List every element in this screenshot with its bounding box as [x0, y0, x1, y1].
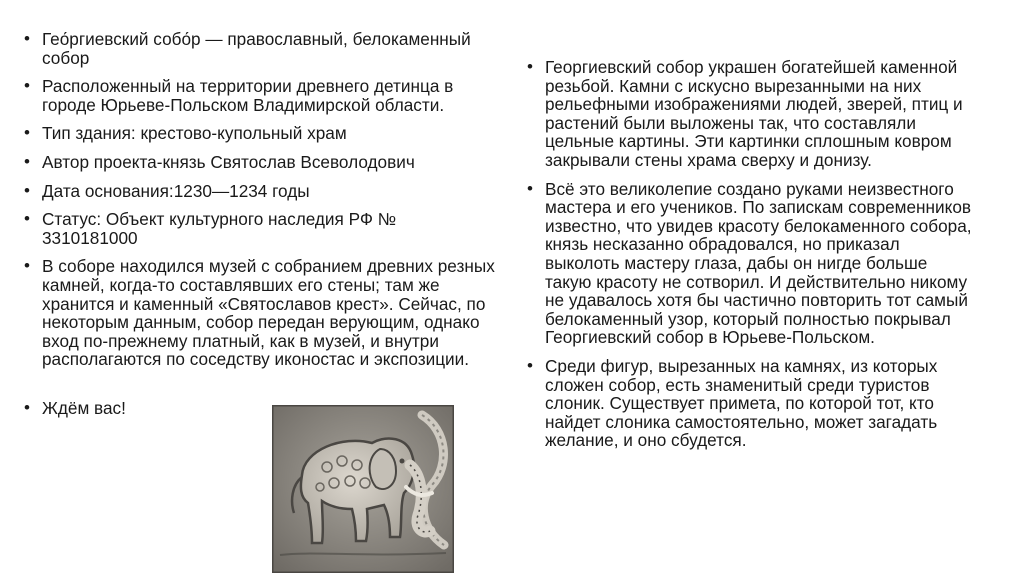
list-item: • Расположенный на территории древнего детинца в городе Юрьеве-Польском Владимирской области. [24, 77, 496, 114]
list-item: • Георгиевский собор украшен богатейшей каменной резьбой. Камни с искусно вырезанными на них рельефными изображениями людей, зверей, птиц и растений были выложены так, что составляли цельные картины. Эти картинки сплошным ковром закрывали стены храма сверху и донизу. [527, 58, 977, 170]
left-bullet-list [24, 30, 496, 428]
list-item: • Статус: Объект культурного наследия РФ № 3310181000 [24, 210, 496, 247]
elephant-relief-icon [272, 405, 454, 573]
list-item: • Гео́ргиевский собо́р — православный, белокаменный собор [24, 30, 496, 67]
list-item: • Автор проекта-князь Святослав Всеволодович [24, 153, 496, 172]
list-item-invitation: • Ждём вас! [24, 399, 496, 418]
elephant-relief-image [272, 405, 454, 573]
list-item: • Среди фигур, вырезанных на камнях, из которых сложен собор, есть знаменитый среди туристов слоник. Существует примета, по которой тот, кто найдет слоника самостоятельно, может загадать желание, и оно сбудется. [527, 357, 977, 450]
list-item: • Дата основания:1230—1234 годы [24, 182, 496, 201]
list-item: • Тип здания: крестово-купольный храм [24, 124, 496, 143]
right-bullet-list [527, 58, 977, 460]
list-item: • Всё это великолепие создано руками неизвестного мастера и его учеников. По запискам современников известно, что увидев красоту белокаменного собора, князь несказанно обрадовался, но приказал выколоть мастеру глаза, дабы он нигде больше такую красоту не сотворил. И действительно никому не удавалось хотя бы частично повторить тот самый белокаменный узор, который полностью покрывал Георгиевский собор в Юрьеве-Польском. [527, 180, 977, 347]
list-item: • В соборе находился музей с собранием древних резных камней, когда-то составлявших его стены; там же хранится и каменный «Святославов крест». Сейчас, по некоторым данным, собор передан верующим, однако вход по-прежнему платный, как в музей, и внутри располагаются по соседству иконостас и экспозиции. [24, 257, 496, 369]
